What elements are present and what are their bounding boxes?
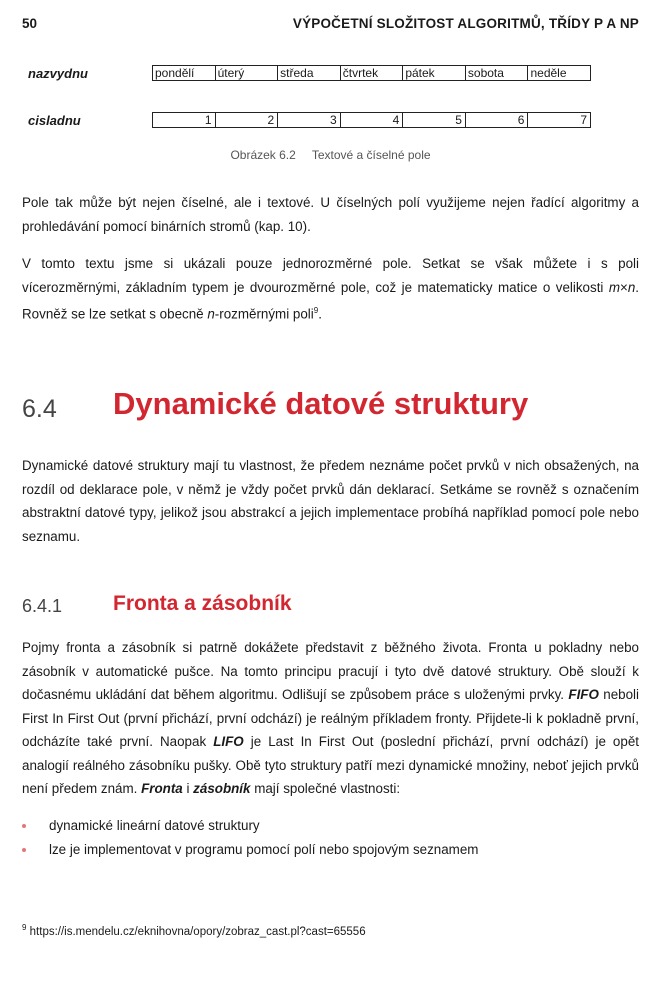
paragraph: V tomto textu jsme si ukázali pouze jednorozměrné pole. Setkat se však můžete i s poli vícerozměrnými, základním typem je dvourozměrné pole, což je matematicky matice o velikosti m×n. Rovněž se lze setkat s obecně n-rozměrnými poli$^9$. — [22, 256, 639, 322]
caption-number: Obrázek 6.2 — [230, 148, 296, 162]
array-cell: úterý — [215, 66, 278, 80]
paragraph: Dynamické datové struktury mají tu vlastnost, že předem neznáme počet prvků v nich obsažených, na rozdíl od deklarace pole, v němž je vždy počet prvků dán deklarací. Setkáme se rovněž s označením abstraktní datové typy, jelikož jsou abstrakcí a jejich implementace probíhá například pomocí pole nebo seznamu. — [22, 458, 639, 544]
array-cell: pátek — [402, 66, 465, 80]
footnote: $^9$ https://is.mendelu.cz/eknihovna/opory/zobraz_cast.pl?cast=65556 — [22, 923, 366, 938]
array-cell: 3 — [277, 113, 340, 127]
footnote-link[interactable]: https://is.mendelu.cz/eknihovna/opory/zobraz_cast.pl?cast=65556 — [29, 925, 366, 938]
bullet-list — [22, 814, 478, 861]
array-cell: středa — [277, 66, 340, 80]
text-array-label: nazvydnu — [28, 66, 88, 81]
paragraph: Pole tak může být nejen číselné, ale i textové. U číselných polí využijeme nejen řadící algoritmy a prohledávání pomocí binárních stromů (kap. 10). — [22, 195, 639, 234]
array-cell: čtvrtek — [340, 66, 403, 80]
caption-text: Textové a číselné pole — [311, 148, 431, 162]
bullet-icon — [22, 848, 26, 852]
array-cell: 4 — [340, 113, 403, 127]
array-cell: 6 — [465, 113, 528, 127]
page-number: 50 — [22, 16, 38, 31]
footnote-ref: 9 — [313, 306, 319, 315]
number-array — [152, 112, 591, 128]
array-cell: sobota — [465, 66, 528, 80]
subsection-number: 6.4.1 — [22, 596, 63, 616]
subsection-title: Fronta a zásobník — [113, 592, 292, 615]
paragraph: Pojmy fronta a zásobník si patrně dokážete představit z běžného života. Fronta u pokladny nebo zásobník v automatické pušce. Na tomto principu pracují i tyto dvě datové struktury. Obě slouží k dočasnému ukládání dat během algoritmu. Odlišují se způsobem práce s uloženými prvky. FIFO neboli First In First Out (první přichází, první odchází) je reálným příkladem fronty. Přijdete-li k pokladně první, odcházíte také první. Naopak LIFO je Last In First Out (poslední přichází, první odchází) je opět analogií reálného zásobníku pušky. Obě tyto struktury patří mezi dynamické množiny, neboť jejich prvků není předem znám. Fronta i zásobník mají společné vlastnosti: — [22, 640, 639, 796]
running-header: VÝPOČETNÍ SLOŽITOST ALGORITMŮ, TŘÍDY P A NP — [292, 16, 639, 31]
array-cell: pondělí — [155, 66, 195, 80]
array-cell: 1 — [204, 113, 212, 127]
array-cell: 2 — [215, 113, 278, 127]
section-number: 6.4 — [22, 395, 57, 423]
figure-caption — [0, 148, 661, 162]
number-array-label: cisladnu — [28, 113, 81, 128]
text-array — [152, 65, 591, 81]
list-item: lze je implementovat v programu pomocí polí nebo spojovým seznamem — [22, 838, 478, 862]
array-cell: neděle — [527, 66, 590, 80]
section-title: Dynamické datové struktury — [113, 386, 529, 421]
array-cell: 7 — [527, 113, 590, 127]
list-item: dynamické lineární datové struktury — [22, 814, 478, 838]
array-cell: 5 — [402, 113, 465, 127]
bullet-icon — [22, 824, 26, 828]
